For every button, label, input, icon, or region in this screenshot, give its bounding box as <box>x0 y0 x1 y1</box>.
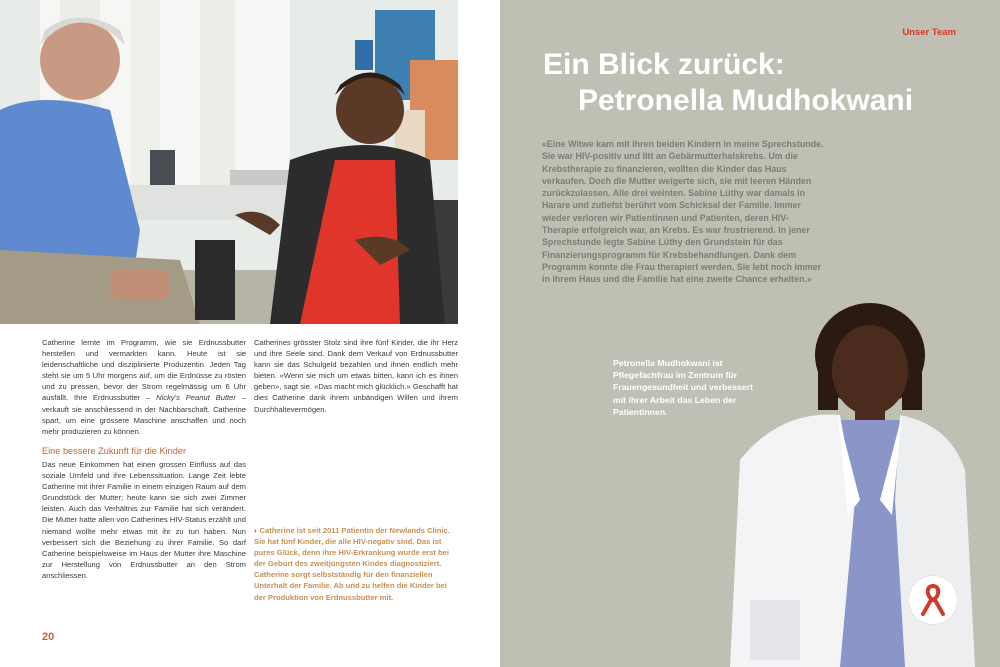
callout-box <box>254 525 458 603</box>
column-1-paragraph-2: Das neue Einkommen hat einen grossen Einfluss auf das soziale Umfeld und ihre Lebenssituation. Lange Zeit lebte Catherine mit ihrer Familie in einem einzigen Raum auf dem Grundstück der Mutter; heute kann sie sich zwei Zimmer leisten. Auch das Verhältnis zur Familie hat sich verändert. Die Mutter hatte allen von Catherines HIV-Status erzählt und niemand wollte mehr etwas mit ihr zu tun haben. Nun verbessert sich die Beziehung zu ihrer Familie. So darf Catherine beispielsweise im Haus der Mutter ihre Maschine zur Herstellung von Erdnussbutter an den Strom anschliessen. <box>42 459 246 580</box>
page-number: 20 <box>42 631 55 643</box>
product-name: Nicky's Peanut Butter <box>156 393 236 403</box>
portrait-caption: Petronella Mudhokwani ist Pflegefachfrau im Zentrum für Frauengesundheit und verbessert mit ihrer Arbeit das Leben der Patientinnen. <box>613 358 753 417</box>
title-line-1: Ein Blick zurück: <box>543 48 785 81</box>
page-title <box>543 47 913 119</box>
column-2-paragraph-1: Catherines grösster Stolz sind ihre fünf Kinder, die ihr Herz und ihre Seele sind. Dank dem Verkauf von Erdnussbutter kann sie das Schulgeld bezahlen und ihnen endlich mehr bieten. «Wenn sie mich um etwas bitten, kann ich es ihnen geben», sagt sie. «Das macht mich glücklich.» Geschafft hat dies Catherine dank ihrem unbändigen Willen und ihrem Durchhaltevermögen. <box>254 338 458 414</box>
red-ribbon-icon <box>909 576 957 624</box>
subheading: Eine bessere Zukunft für die Kinder <box>42 445 187 456</box>
column-1-paragraph-1: Catherine lernte im Programm, wie sie Erdnussbutter herstellen und vermarkten kann. Heute ist sie leidenschaftliche und disziplinierte Produzentin. Jeden Tag steht sie um 5 Uhr morgens auf, um die Erdnüsse zu rösten und zu pressen, bevor der Strom regelmässig um 6 Uhr ausfällt. Ihre Erdnussbutter – <box>42 338 246 403</box>
right-page <box>500 0 1000 667</box>
section-tag: Unser Team <box>902 27 956 38</box>
callout-text: Catherine ist seit 2011 Patientin der Newlands Clinic. Sie hat fünf Kinder, die alle HIV-negativ sind. Das ist pures Glück, denn ihre HIV-Erkrankung wurde erst bei der Geburt des zweitjüngsten Kindes diagnostiziert. Catherine sorgt selbstständig für den finanziellen Unterhalt der Familie. Ab und zu helfen die Kinder bei der Produktion von Erdnussbutter mit. <box>254 526 450 602</box>
clinic-consultation-photo <box>0 0 458 324</box>
column-1-text <box>42 337 246 581</box>
column-2-text <box>254 337 458 415</box>
title-line-2: Petronella Mudhokwani <box>578 84 914 117</box>
quote-text: «Eine Witwe kam mit ihren beiden Kindern in meine Sprechstunde. Sie war HIV-positiv und litt an Gebärmutterhalskrebs. Um die Krebstherapie zu finanzieren, wollten die Kinder das Haus verkaufen. Doch die Mutter weigerte sich, sie mit leeren Händen zurückzulassen. Alle drei weinten. Sabine Lüthy war damals in Harare und zutiefst berührt vom Schicksal der Familie. Immer wieder verloren wir Patientinnen und Patienten, deren HIV-Therapie erfolgreich war, an Krebs. Es war frustrierend. In jener Sprechstunde legte Sabine Lüthy den Grundstein für das Finanzierungsprogramm für Krebsbehandlungen. Dank dem Programm konnte die Frau therapiert werden. Sie lebt noch immer in ihrem Haus und die Familie hat eine zweite Chance erhalten.» <box>542 139 824 285</box>
callout-arrow-icon: › <box>254 526 257 535</box>
column-1-paragraph-1-end: – verkauft sie anschliessend in der Nachbarschaft. Catherine spart, um eine grössere Maschine anschaffen und noch mehr produzieren zu können. <box>42 393 246 436</box>
